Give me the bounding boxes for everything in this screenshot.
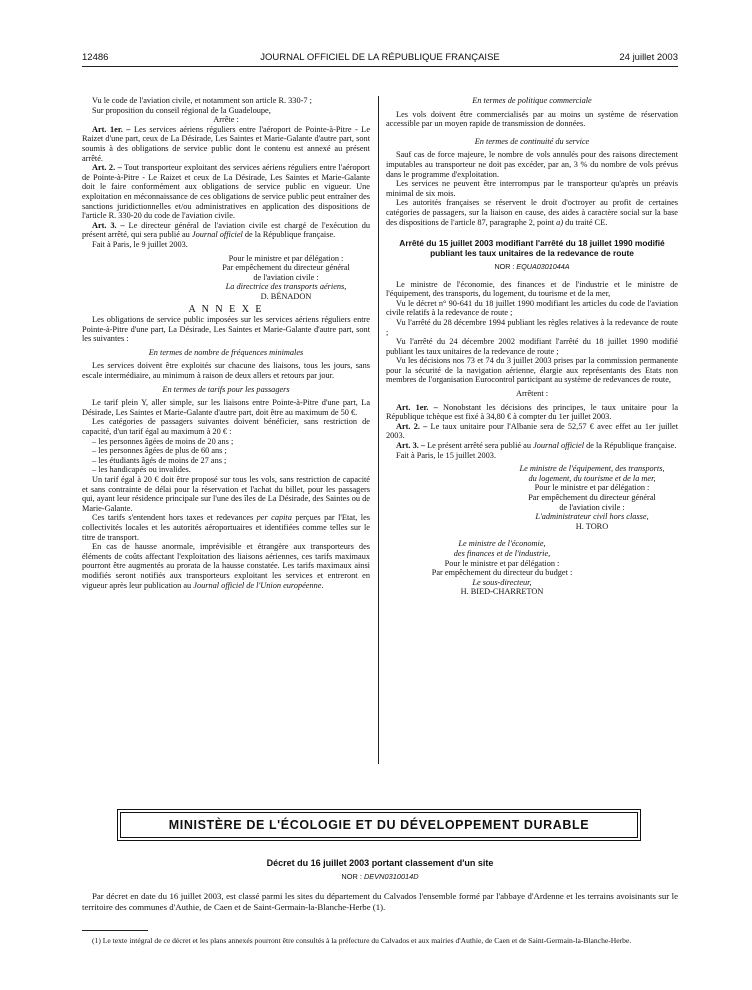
list-item: – les personnes âgées de moins de 20 ans ; <box>92 436 234 446</box>
tarif-paragraph: Ces tarifs s'entendent hors taxes et redevances per capita perçues par l'Etat, les collectivités locales et les autorités aéroportuaires et identifiées comme telles sur le titre de transport. <box>82 513 370 542</box>
article-1: Art. 1er. – Nonobstant les décisions des principes, le taux unitaire pour la République tchèque est fixé à 34,80 € à compter du 1er juillet 2003. <box>386 402 678 422</box>
article-1: Art. 1er. – Les services aériens réguliers entre l'aéroport de Pointe-à-Pitre - Le Raizet d'une part, ceux de La Désirade, Les Saintes et Marie-Galante d'autre part, sont soumis à des obligations de service public dont le contenu est annexé au présent arrêté. <box>82 124 370 163</box>
visa: Vu l'arrêté du 24 décembre 2002 modifiant l'arrêté du 18 juillet 1990 modifié publiant les taux unitaires de la redevance de route ; <box>386 337 678 356</box>
arretent-heading: Arrêtent : <box>515 389 549 399</box>
article-2: Art. 2. – Tout transporteur exploitant des services aériens réguliers entre l'aéroport de Pointe-à-Pitre - Le Raizet et ceux de La Désirade, Les Saintes et Marie-Galante doit le faire conformément aux obligations de service public en vigueur. Une exploitation en méconnaissance de ces obligations de service public peut entraîner des sanctions juridictionnelles et/ou administratives en application des dispositions de l'article R. 330-20 du code de l'aviation civile. <box>82 163 370 221</box>
signature-line: Le sous-directeur, <box>472 577 532 587</box>
continuite-text: Les autorités françaises se réservent le droit d'octroyer au profit de certaines catégories de passagers, sur la liaison en cause, des aides à caractère social sur la base des dispositions de l'article 87, paragraphe 2, point a) du traité CE. <box>386 198 678 227</box>
signatory-name: H. TORO <box>575 521 609 531</box>
signature-line: Par empêchement du directeur général <box>528 493 656 502</box>
section-heading-continuite: En termes de continuité du service <box>474 136 590 146</box>
signature-line: La directrice des transports aériens, <box>225 282 347 292</box>
list-item: – les handicapés ou invalides. <box>92 465 191 475</box>
footnote-rule <box>82 930 148 931</box>
fait-a-paris: Fait à Paris, le 9 juillet 2003. <box>92 239 188 249</box>
visa: Vu l'arrêté du 28 décembre 1994 publiant les règles relatives à la redevance de route ; <box>386 317 678 337</box>
frequences-text: Les services doivent être exploités sur chacune des liaisons, tous les jours, sans escale intermédiaire, au minimum à raison de deux allers et retours par jour. <box>82 361 370 381</box>
preamble: Le ministre de l'économie, des finances et de l'industrie et le ministre de l'équipement, des transports, du logement, du tourisme et de la mer, <box>386 279 678 299</box>
tarif-paragraph: Un tarif égal à 20 € doit être proposé sur tous les vols, sans restriction de capacité et sans contrainte de délai pour la réservation et l'achat du billet, pour les passagers qui, ayant leur résidence principale sur l'une des îles de La Désirade, des Saintes ou de Marie-Galante. <box>82 474 370 513</box>
article-2: Art. 2. – Le taux unitaire pour l'Albanie sera de 52,57 € avec effet au 1er juillet 2003. <box>386 421 678 441</box>
signature-line: des finances et de l'industrie, <box>453 548 551 558</box>
footnote: (1) Le texte intégral de ce décret et les plans annexés pourront être consultés à la préfecture du Calvados et aux mairies d'Authie, de Caen et de Saint-Germain-la-Blanche-Herbe. <box>92 936 632 945</box>
signature-line: de l'aviation civile : <box>253 272 319 282</box>
annexe-heading: A N N E X E <box>188 304 264 316</box>
section-heading-commerciale: En termes de politique commerciale <box>472 96 592 105</box>
visa: Vu le décret n° 90-641 du 18 juillet 1990 modifiant les articles du code de l'aviation civile relatifs à la redevance de route ; <box>386 298 678 318</box>
list-item: – les étudiants âgés de moins de 27 ans ; <box>92 455 227 465</box>
annexe-intro: Les obligations de service public imposées sur les services aériens réguliers entre Pointe-à-Pitre d'une part, La Désirade, Les Saintes et Marie-Galante d'autre part, sont les suivantes : <box>82 315 370 344</box>
signature-line: Par empêchement du directeur général <box>222 263 350 273</box>
left-column <box>82 96 370 590</box>
tarif-paragraph: Les catégories de passagers suivantes doivent bénéficier, sans restriction de capacité, d'un tarif égal au maximum à 20 € : <box>82 417 370 436</box>
decree-body: Par décret en date du 16 juillet 2003, est classé parmi les sites du département du Calvados l'ensemble formé par l'abbaye d'Ardenne et les terrains avoisinants sur le territoire des communes d'Authie, de Caen et de Saint-Germain-la-Blanche-Herbe (1). <box>82 891 678 912</box>
journal-title: JOURNAL OFFICIEL DE LA RÉPUBLIQUE FRANÇAISE <box>260 52 500 63</box>
right-column <box>386 96 678 597</box>
arrete-title: Arrêté du 15 juillet 2003 modifiant l'arrêté du 18 juillet 1990 modifié publiant les taux unitaires de la redevance de route <box>399 238 665 258</box>
list-item: – les personnes âgées de plus de 60 ans ; <box>92 446 227 456</box>
article-3: Art. 3. – Le directeur général de l'aviation civile est chargé de l'exécution du présent arrêté, qui sera publié au Journal officiel de la République française. <box>82 220 370 240</box>
tarif-paragraph: En cas de hausse anormale, imprévisible et étrangère aux transporteurs des éléments de coûts affectant l'exploitation des liaisons aériennes, ces tarifs maximaux pourront être augmentés au prorata de la hausse constatée. Les tarifs maximaux ainsi modifiés seront notifiés aux transporteurs exploitant les services et entreront en vigueur après leur publication au Journal officiel de l'Union européenne. <box>82 542 370 590</box>
signature-line: du logement, du tourisme et de la mer, <box>528 473 656 483</box>
fait-a-paris: Fait à Paris, le 15 juillet 2003. <box>396 450 497 460</box>
commerciale-text: Les vols doivent être commercialisés par au moins un système de réservation accessible par un moyen rapide de transmission de données. <box>386 109 678 129</box>
passenger-category-list <box>82 437 370 475</box>
signature-line: L'administrateur civil hors classe, <box>535 512 649 522</box>
header-rule <box>82 66 678 67</box>
decree-nor-reference: NOR : DEVN0310014D <box>341 872 419 881</box>
section-heading-frequences: En termes de nombre de fréquences minimales <box>148 347 304 357</box>
arrete-heading: Arrête : <box>213 115 239 125</box>
signature-line: Le ministre de l'économie, <box>458 539 546 549</box>
signature-line: Par empêchement du directeur du budget : <box>431 568 573 578</box>
signatory-name: D. BÉNADON <box>260 291 312 301</box>
decree-title: Décret du 16 juillet 2003 portant classement d'un site <box>266 858 494 868</box>
nor-reference: NOR : EQUA0301044A <box>494 261 570 271</box>
visa-code: Vu le code de l'aviation civile, et notamment son article R. 330-7 ; <box>92 96 312 105</box>
issue-date: 24 juillet 2003 <box>619 52 678 63</box>
visa: Vu les décisions nos 73 et 74 du 3 juillet 2003 prises par la commission permanente pour la sécurité de la navigation aérienne, élargie aux représentants des Etats non membres de l'organisation Eurocontrol participant au système de redevances de route, <box>386 356 678 385</box>
column-divider <box>378 96 379 764</box>
signature-line: de l'aviation civile : <box>559 502 625 512</box>
section-heading-tarifs: En termes de tarifs pour les passagers <box>162 384 290 394</box>
signatory-name: H. BIED-CHARRETON <box>460 587 544 597</box>
signature-line: Le ministre de l'équipement, des transports, <box>519 464 665 474</box>
visa-proposition: Sur proposition du conseil régional de la Guadeloupe, <box>92 105 271 115</box>
article-3: Art. 3. – Le présent arrêté sera publié au Journal officiel de la République française. <box>396 441 677 451</box>
continuite-text: Les services ne peuvent être interrompus par le transporteur qu'après un préavis minimal de six mois. <box>386 179 678 198</box>
signature-line: Pour le ministre et par délégation : <box>228 253 344 263</box>
signature-line: Pour le ministre et par délégation : <box>444 558 560 568</box>
signature-line: Pour le ministre et par délégation : <box>534 483 650 493</box>
continuite-text: Sauf cas de force majeure, le nombre de vols annulés pour des raisons directement imputables au transporteur ne doit pas excéder, par an, 3 % du nombre de vols prévus dans le programme d'exploitation. <box>386 150 678 179</box>
page-number: 12486 <box>82 52 109 63</box>
page-header <box>82 52 678 66</box>
ministry-banner: MINISTÈRE DE L'ÉCOLOGIE ET DU DÉVELOPPEMENT DURABLE <box>120 812 638 838</box>
tarif-paragraph: Le tarif plein Y, aller simple, sur les liaisons entre Pointe-à-Pitre d'une part, La Désirade, Les Saintes et Marie-Galante d'autre part, doit être au maximum de 50 €. <box>82 398 370 417</box>
